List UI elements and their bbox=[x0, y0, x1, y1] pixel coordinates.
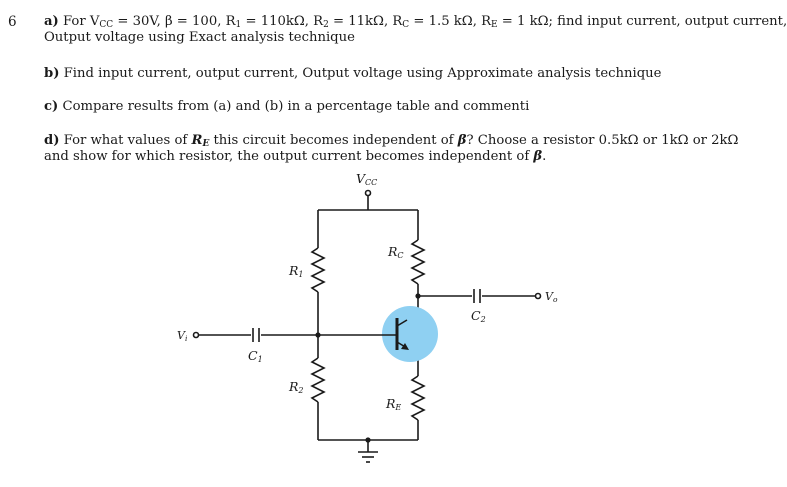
r1-label: R1 bbox=[289, 263, 304, 279]
vo-terminal bbox=[536, 294, 541, 299]
re-resistor bbox=[412, 376, 424, 420]
junction-dot bbox=[365, 437, 370, 442]
vo-label: Vo bbox=[545, 290, 558, 304]
part-a-line2: Output voltage using Exact analysis technique bbox=[44, 30, 355, 45]
vi-label: Vi bbox=[177, 329, 188, 343]
c1-label: C1 bbox=[248, 348, 263, 364]
ground-icon bbox=[358, 452, 378, 462]
junction-dot bbox=[315, 332, 320, 337]
r1-resistor bbox=[312, 248, 324, 292]
part-b-text: Find input current, output current, Output voltage using Approximate analysis technique bbox=[59, 66, 662, 81]
vi-terminal bbox=[194, 333, 199, 338]
c2-label: C2 bbox=[471, 308, 486, 324]
c1-capacitor bbox=[253, 328, 259, 342]
junction-dot bbox=[415, 293, 420, 298]
c2-capacitor bbox=[474, 289, 480, 303]
part-d: d) For what values of $R_E$ this circuit becomes independent of β? Choose a resistor 0.5kΩ or 1kΩ or 2kΩ and show for which resistor, the output current becomes independent of β. bbox=[44, 133, 739, 164]
part-d-label: d) bbox=[44, 133, 60, 148]
re-label: RE bbox=[386, 396, 402, 412]
vcc-terminal bbox=[366, 191, 371, 196]
part-c-label: c) bbox=[44, 99, 59, 114]
part-a-text: For $V_{CC} = 30V$, β = 100, $R_1 = 110k\Omega$, $R_2 = 11k\Omega$, $R_C = 1.5$ kΩ, $R_E = 1$ kΩ; find input current, output current, bbox=[58, 14, 787, 30]
part-c-text: Compare results from (a) and (b) in a percentage table and commenti bbox=[58, 99, 530, 114]
part-b-label: b) bbox=[44, 66, 60, 81]
transistor-icon bbox=[318, 306, 438, 362]
rc-resistor bbox=[412, 240, 424, 284]
question-number: 6 bbox=[8, 14, 17, 30]
r2-resistor bbox=[312, 358, 324, 402]
rc-label: RC bbox=[388, 244, 404, 260]
part-a-label: a) bbox=[44, 14, 59, 29]
r2-label: R2 bbox=[289, 379, 304, 395]
vcc-label: VCC bbox=[356, 171, 378, 187]
